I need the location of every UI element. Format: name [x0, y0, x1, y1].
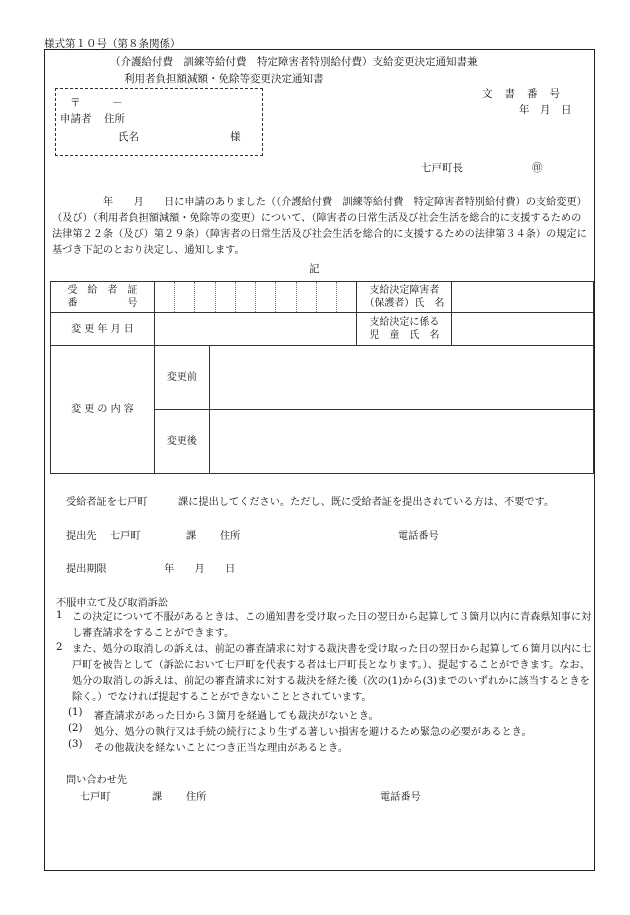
cert-label-top: 受 給 者 証 [67, 285, 138, 296]
address-box [55, 88, 263, 156]
decision-table [50, 281, 594, 474]
appeal-sub3: その他裁決を経ないことにつき正当な理由があるとき。 [94, 743, 349, 754]
contact-phone: 電話番号 [380, 792, 421, 803]
cert-label-bottom: 番 号 [67, 298, 138, 309]
postal-code: 〒 － [70, 97, 123, 109]
destination-label: 提出先 [66, 531, 97, 542]
applicant-label: 申請者 [60, 113, 92, 125]
name-label: 氏名 [118, 131, 139, 143]
decision-paragraph: 年 月 日に申請のありました（（介護給付費 訓練等給付費 特定障害者特別給付費）の支給変更）（及び）（利用者負担額減額・免除等の変更）について、（障害者の日常生活及び社会生活を総合的に支援するための法律第２２条（及び）第２９条）（障害者の日常生活及び社会生活を総合的に支援するための法律第３４条）の規定に基づき下記のとおり決定し、通知します。 [52, 197, 587, 256]
appeal-sub2-num: (2) [68, 723, 83, 734]
form-number: 様式第１０号（第８条関係） [44, 38, 181, 50]
destination-address: 住所 [220, 531, 241, 542]
cert-number-field[interactable] [154, 282, 357, 313]
appeal-item1-num: 1 [56, 610, 63, 621]
contact-section: 課 [152, 792, 163, 803]
doc-date-label: 年 月 日 [519, 104, 572, 116]
change-content-label: 変 更 の 内 容 [51, 346, 155, 474]
address-label: 住所 [104, 113, 125, 125]
title-line-1: （介護給付費 訓練等給付費 特定障害者特別給付費）支給変更決定通知書兼 [110, 56, 478, 68]
cert-number-label [51, 282, 155, 313]
change-date-field[interactable] [154, 313, 357, 346]
issuer-mayor: 七戸町長 [421, 162, 463, 174]
title-line-2: 利用者負担額減額・免除等変更決定通知書 [124, 73, 324, 85]
after-label: 変更後 [154, 410, 209, 474]
appeal-sub3-num: (3) [68, 739, 83, 750]
appeal-sub1-num: (1) [68, 707, 83, 718]
before-label: 変更前 [154, 346, 209, 410]
deadline-label: 提出期限 [66, 564, 107, 575]
child-label-top: 支給決定に係る [369, 317, 440, 328]
child-label-bottom: 児 童 氏 名 [369, 330, 440, 341]
child-name-field[interactable] [452, 313, 594, 346]
appeal-heading: 不服申立て及び取消訴訟 [56, 598, 169, 609]
appeal-item1: この決定について不服があるときは、この通知書を受け取った日の翌日から起算して３箇月以内に青森県知事に対し審査請求をすることができます。 [72, 612, 592, 639]
beneficiary-label [357, 282, 452, 313]
child-label [357, 313, 452, 346]
destination-phone: 電話番号 [398, 531, 439, 542]
beneficiary-name-field[interactable] [452, 282, 594, 313]
submit-notice: 受給者証を七戸町 課に提出してください。ただし、既に受給者証を提出されている方は、不要です。 [66, 497, 555, 508]
beneficiary-label-bottom: （保護者）氏 名 [364, 298, 445, 309]
appeal-sub2: 処分、処分の執行又は手続の続行により生ずる著しい損害を避けるため緊急の必要があるとき。 [94, 727, 532, 738]
ki-heading: 記 [309, 263, 320, 275]
appeal-item2-num: 2 [56, 642, 63, 653]
beneficiary-label-top: 支給決定障害者 [369, 285, 440, 296]
contact-heading: 問い合わせ先 [66, 775, 128, 786]
contact-town: 七戸町 [80, 792, 111, 803]
appeal-item2: また、処分の取消しの訴えは、前記の審査請求に対する裁決書を受け取った日の翌日から起算して６箇月以内に七戸町を被告として（訴訟において七戸町を代表する者は七戸町長となります。）、提起することができます。なお、処分の取消しの訴えは、前記の審査請求に対する裁決を経た後（次の(1)から(3)までのいずれかに該当するときを除く。）でなければ提起することができないこととされています。 [72, 644, 592, 703]
appeal-sub1: 審査請求があった日から３箇月を経過しても裁決がないとき。 [94, 711, 379, 722]
before-field[interactable] [209, 346, 593, 410]
destination-section: 課 [186, 531, 197, 542]
change-date-label: 変 更 年 月 日 [51, 313, 155, 346]
destination-town: 七戸町 [110, 531, 141, 542]
deadline-date: 年 月 日 [164, 564, 236, 575]
contact-address: 住所 [186, 792, 207, 803]
seal-mark: ㊞ [532, 162, 543, 174]
doc-number-label: 文書番号 [482, 88, 572, 100]
honorific: 様 [230, 131, 241, 143]
after-field[interactable] [209, 410, 593, 474]
